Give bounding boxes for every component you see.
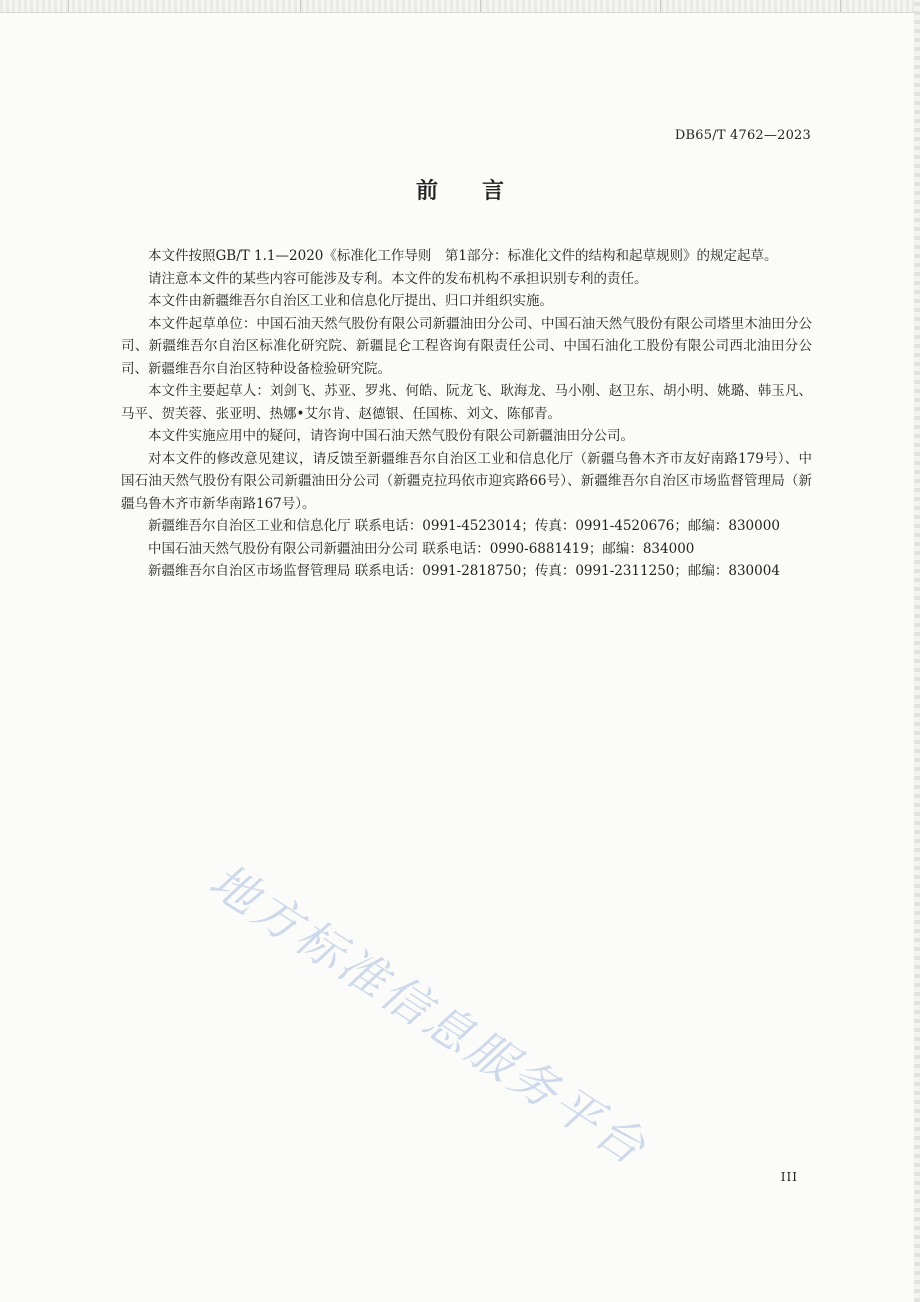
document-code: DB65/T 4762—2023 (674, 128, 811, 143)
paragraph-proposer: 本文件由新疆维吾尔自治区工业和信息化厅提出、归口并组织实施。 (148, 293, 553, 309)
scan-edge-mark (300, 0, 301, 12)
contact-line: 新疆维吾尔自治区市场监督管理局 联系电话：0991-2818750；传真：0991-2311250；邮编：830004 (148, 563, 780, 579)
scan-edge-top (0, 0, 920, 13)
paragraph-drafting-units: 本文件起草单位：中国石油天然气股份有限公司新疆油田分公司、中国石油天然气股份有限公司塔里木油田分公司、新疆维吾尔自治区标准化研究院、新疆昆仑工程咨询有限责任公司、中国石油化工股份有限公司西北油田分公司、新疆维吾尔自治区特种设备检验研究院。 (121, 315, 812, 377)
contact-line: 中国石油天然气股份有限公司新疆油田分公司 联系电话：0990-6881419；邮编：834000 (148, 540, 695, 557)
paragraph-drafting-rules: 本文件按照GB/T 1.1—2020《标准化工作导则 第1部分：标准化文件的结构和起草规则》的规定起草。 (148, 248, 778, 264)
contact-line: 新疆维吾尔自治区工业和信息化厅 联系电话：0991-4523014；传真：0991-4520676；邮编：830000 (148, 518, 780, 534)
scan-edge-mark (660, 0, 661, 12)
paragraph-feedback: 对本文件的修改意见建议，请反馈至新疆维吾尔自治区工业和信息化厅（新疆乌鲁木齐市友好南路179号）、中国石油天然气股份有限公司新疆油田分公司（新疆克拉玛依市迎宾路66号）、新疆维吾尔自治区市场监督管理局（新疆乌鲁木齐市新华南路167号）。 (121, 450, 812, 512)
page-title: 前言 (415, 178, 548, 204)
scan-edge-mark (68, 0, 69, 12)
paragraph-inquiries: 本文件实施应用中的疑问，请咨询中国石油天然气股份有限公司新疆油田分公司。 (148, 428, 634, 444)
watermark: 地方标准信息服务平台 (199, 853, 658, 1178)
paragraph-drafters: 本文件主要起草人：刘剑飞、苏亚、罗兆、何皓、阮龙飞、耿海龙、马小刚、赵卫东、胡小明、姚璐、韩玉凡、马平、贺芙蓉、张亚明、热娜•艾尔肯、赵德银、任国栋、刘文、陈郁青。 (121, 383, 812, 422)
paragraph-patent-notice: 请注意本文件的某些内容可能涉及专利。本文件的发布机构不承担识别专利的责任。 (148, 270, 648, 287)
page-number: III (780, 1170, 798, 1184)
foreword-body (121, 245, 812, 583)
scan-edge-mark (840, 0, 841, 12)
scan-edge-mark (480, 0, 481, 12)
